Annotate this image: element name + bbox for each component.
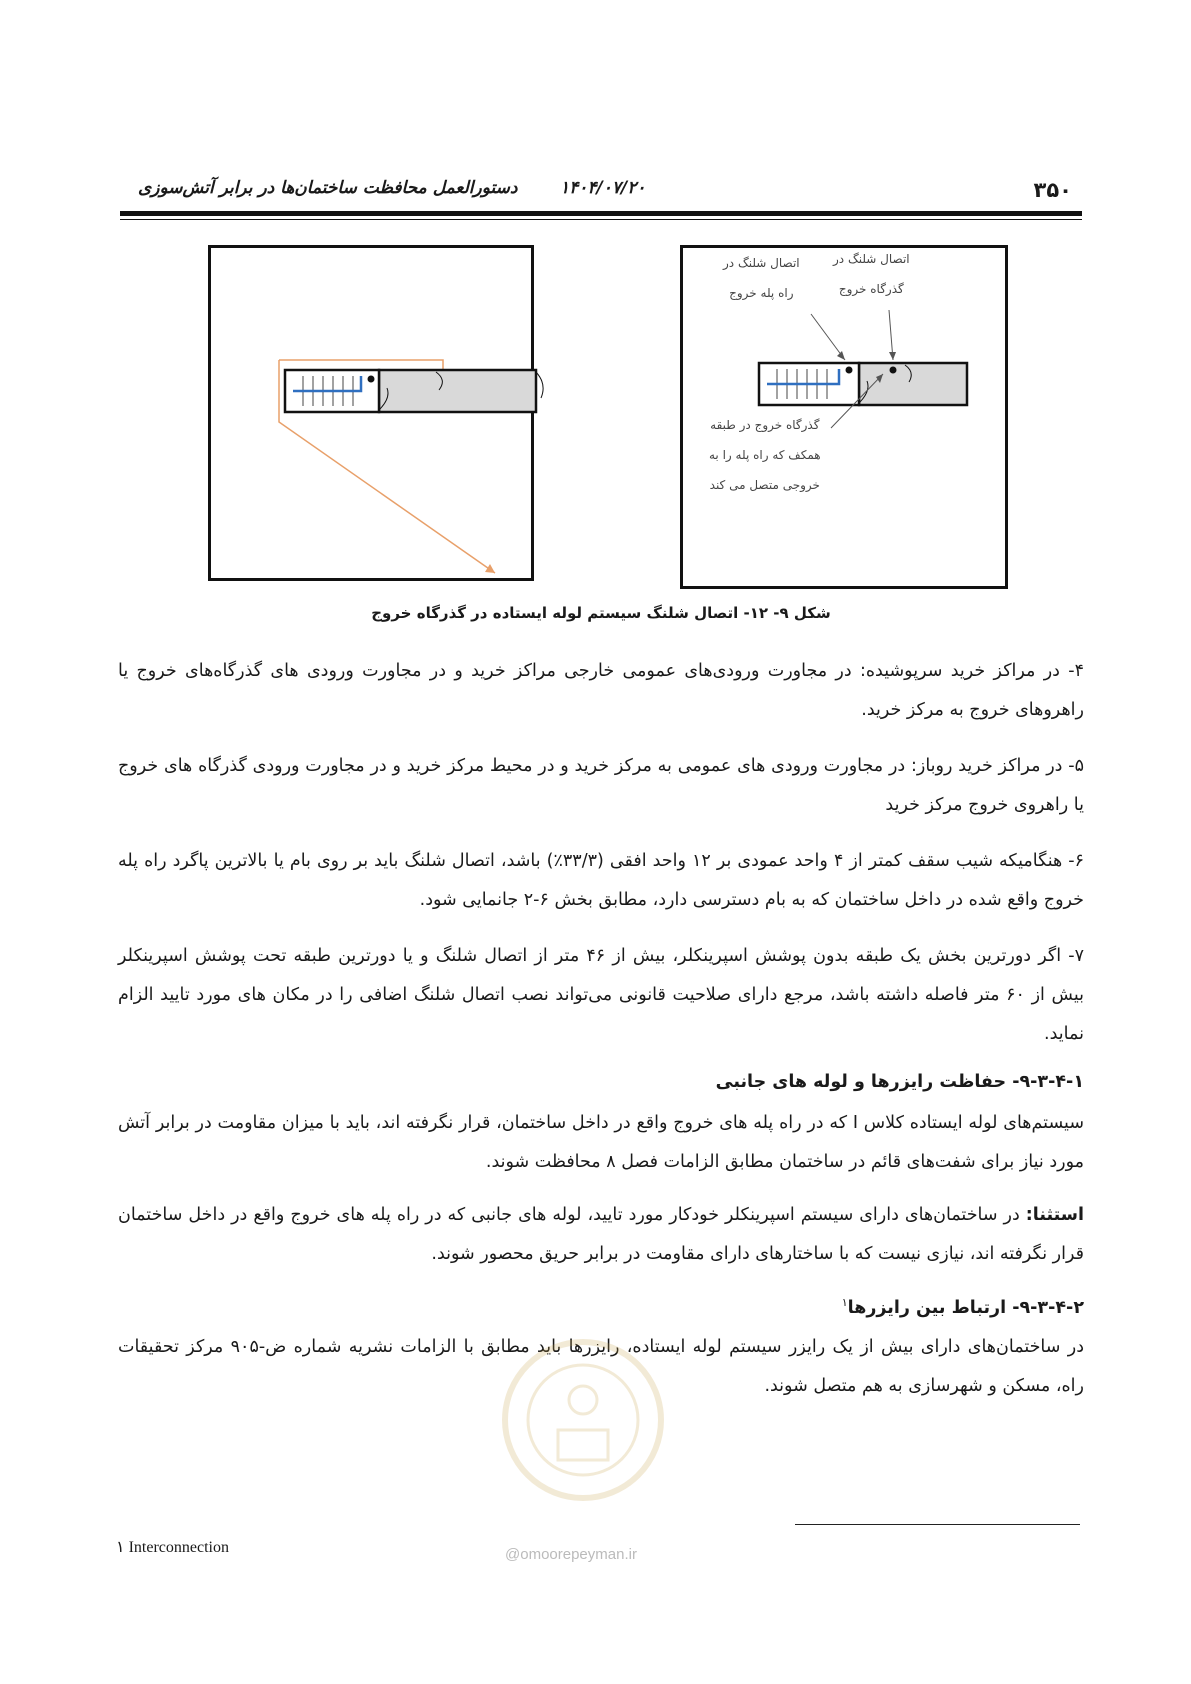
header-rule-thin [120,219,1082,220]
footnote [116,1537,229,1557]
stair-hose-dot [846,367,853,374]
label-passage-line2: همکف که راه پله را به [709,448,821,462]
paragraph-item-5: ۵- در مراکز خرید روباز: در مجاورت ورودی های عمومی به مرکز خرید و در محیط مرکز خرید و در مجاورت ورودی گذرگاه های خروج یا راهروی خروج مرکز خرید [118,756,1084,815]
figure-caption: شکل ۹- ۱۲- اتصال شلنگ سیستم لوله ایستاده در گذرگاه خروج [371,604,831,622]
exception-body: در ساختمان‌های دارای سیستم اسپرینکلر خودکار مورد تایید، لوله های جانبی که در راه پله های خروج واقع در داخل ساختمان قرار نگرفته اند، نیازی نیست که با ساختارهای دارای مقاومت در برابر حریق محصور شوند. [118,1205,1084,1264]
arrowhead-stair-hose [837,351,845,360]
paragraph-item-4: ۴- در مراکز خرید سرپوشیده: در مجاورت ورودی‌های عمومی خارجی مراکز خرید و در مجاورت ورودی های گذرگاه‌های خروج یا راهروهای خروج به مرکز خرید. [118,661,1084,720]
header-rule-thick [120,211,1082,216]
exception-label: استثنا: [1025,1205,1084,1225]
figure-right-plan [680,245,1008,589]
left-plan-drawing [211,248,537,584]
label-passage [709,410,821,500]
paragraph-item-6: ۶- هنگامیکه شیب سقف کمتر از ۴ واحد عمودی بر ۱۲ واحد افقی (۳۳/۳٪) باشد، اتصال شلنگ باید بر روی بام یا بالاترین پاگرد راه پله خروج واقع شده در داخل ساختمان که به بام دسترسی دارد، مطابق بخش ۶-۲ جانمایی شود. [118,851,1085,910]
label-stair-hose-line2: راه پله خروج [729,286,794,300]
exit-passage [379,370,536,412]
label-stair-hose-line1: اتصال شلنگ در [723,256,800,270]
header-title: دستورالعمل محافظت ساختمان‌ها در برابر آتش‌سوزی [138,178,518,198]
section-interconnection-body: در ساختمان‌های دارای بیش از یک رایزر سیستم لوله ایستاده، رایزرها باید مطابق با الزامات نشریه شماره ض-۹۰۵ مرکز تحقیقات راه، مسکن و شهرسازی به هم متصل شوند. [118,1337,1084,1396]
footnote-mark: ۱ [116,1539,125,1556]
page-header [120,178,1082,208]
footnote-text: Interconnection [128,1539,229,1556]
label-passage-hose-line2: گذرگاه خروج [838,282,904,296]
header-date: ۱۴۰۴/۰۷/۲۰ [560,178,646,198]
hose-path-arrowhead [485,564,495,573]
exception-paragraph [118,1196,1084,1274]
arrowhead-passage-hose [889,352,896,360]
footnote-rule [795,1524,1080,1525]
label-passage-hose-line1: اتصال شلنگ در [833,252,910,266]
exit-passage [859,363,967,405]
label-passage-hose [833,244,910,304]
section-heading-interconnection [118,1296,1084,1318]
label-passage-line3: خروجی متصل می کند [709,478,820,492]
footnote-reference: ۱ [841,1296,848,1309]
hose-connection-dot [368,376,375,383]
label-stair-hose [723,248,800,308]
paragraph-item-7: ۷- اگر دورترین بخش یک طبقه بدون پوشش اسپرینکلر، بیش از ۴۶ متر از اتصال شلنگ و یا دورترین طبقه تحت پوشش اسپرینکلر بیش از ۶۰ متر فاصله داشته باشد، مرجع دارای صلاحیت قانونی می‌تواند نصب اتصال شلنگ اضافی را در مکان های مورد تایید الزام نماید. [118,946,1084,1044]
section-heading-riser-protection: ۹-۳-۴-۱- حفاظت رایزرها و لوله های جانبی [715,1072,1084,1092]
passage-hose-dot [890,367,897,374]
section-riser-protection-body: سیستم‌های لوله ایستاده کلاس I که در راه پله های خروج واقع در داخل ساختمان، قرار نگرفته اند، باید با میزان مقاومت در برابر آتش مورد نیاز برای شفت‌های قائم در ساختمان مطابق الزامات فصل ۸ محافظت شوند. [118,1113,1084,1172]
section-heading-interconnection-text: ۹-۳-۴-۲- ارتباط بین رایزرها [847,1297,1084,1318]
figure-left-plan [208,245,534,581]
watermark-url: @omoorepeyman.ir [505,1546,637,1563]
publisher-seal-watermark [488,1320,678,1520]
label-passage-line1: گذرگاه خروج در طبقه [710,418,820,432]
page-number: ۳۵۰ [1033,178,1072,202]
